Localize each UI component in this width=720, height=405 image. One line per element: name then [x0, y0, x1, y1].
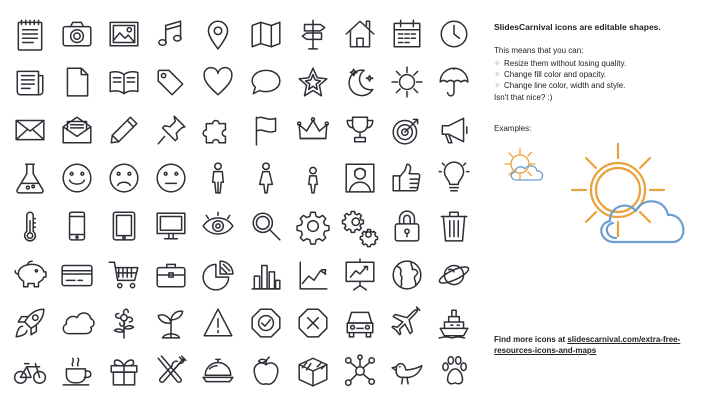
icon-cell	[336, 202, 383, 250]
target-icon	[390, 113, 424, 147]
puzzle-piece-icon	[201, 113, 235, 147]
icon-cell	[6, 58, 53, 106]
icon-cell	[53, 347, 100, 395]
megaphone-icon	[437, 113, 471, 147]
car-icon	[343, 306, 377, 340]
food-dish-icon	[201, 354, 235, 388]
icon-cell	[148, 250, 195, 298]
icon-cell	[242, 202, 289, 250]
planet-icon	[437, 258, 471, 292]
eye-icon	[201, 209, 235, 243]
icon-cell	[289, 58, 336, 106]
house-icon	[343, 17, 377, 51]
shopping-cart-icon	[107, 258, 141, 292]
icon-cell	[384, 154, 431, 202]
sun-cloud-example-large-icon	[566, 138, 692, 258]
trash-can-icon	[437, 209, 471, 243]
gears-icon	[343, 209, 377, 243]
icon-cell	[100, 299, 147, 347]
box-icon	[296, 354, 330, 388]
icon-cell	[148, 299, 195, 347]
icon-cell	[384, 347, 431, 395]
cross-octagon-icon	[296, 306, 330, 340]
icon-cell	[100, 58, 147, 106]
thermometer-icon	[13, 209, 47, 243]
icon-cell	[195, 58, 242, 106]
notepad-icon	[13, 17, 47, 51]
icon-cell	[53, 299, 100, 347]
network-icon	[343, 354, 377, 388]
crown-icon	[296, 113, 330, 147]
map-icon	[249, 17, 283, 51]
smiley-happy-icon	[60, 161, 94, 195]
icon-cell	[6, 154, 53, 202]
sun-cloud-example-small-icon	[498, 142, 554, 192]
icon-cell	[53, 250, 100, 298]
examples-label: Examples:	[494, 124, 532, 133]
tag-icon	[154, 65, 188, 99]
icon-cell	[6, 347, 53, 395]
tablet-icon	[107, 209, 141, 243]
piggy-bank-icon	[13, 258, 47, 292]
flag-icon	[249, 113, 283, 147]
feature-item: ✧ Change line color, width and style.	[494, 80, 710, 91]
panel-outro: Isn't that nice? :)	[494, 93, 553, 102]
panel-intro: This means that you can:	[494, 46, 584, 55]
smiley-sad-icon	[107, 161, 141, 195]
bar-chart-icon	[249, 258, 283, 292]
icon-cell	[53, 58, 100, 106]
icon-cell	[6, 202, 53, 250]
warning-icon	[201, 306, 235, 340]
pencil-icon	[107, 113, 141, 147]
bird-icon	[390, 354, 424, 388]
icon-cell	[336, 154, 383, 202]
open-envelope-icon	[60, 113, 94, 147]
icon-cell	[384, 202, 431, 250]
camera-icon	[60, 17, 94, 51]
flower-icon	[107, 306, 141, 340]
clock-icon	[437, 17, 471, 51]
bicycle-icon	[13, 354, 47, 388]
icon-cell	[431, 10, 478, 58]
briefcase-icon	[154, 258, 188, 292]
icon-cell	[195, 347, 242, 395]
globe-icon	[390, 258, 424, 292]
panel-heading: SlidesCarnival icons are editable shapes.	[494, 22, 661, 32]
icon-cell	[148, 347, 195, 395]
light-bulb-icon	[437, 161, 471, 195]
smartphone-icon	[60, 209, 94, 243]
icon-cell	[431, 106, 478, 154]
icon-cell	[195, 106, 242, 154]
icon-cell	[242, 106, 289, 154]
icon-cell	[195, 250, 242, 298]
heart-icon	[201, 65, 235, 99]
icon-cell	[336, 106, 383, 154]
paw-print-icon	[437, 354, 471, 388]
footer-prefix: Find more icons at	[494, 335, 568, 344]
icon-cell	[431, 250, 478, 298]
document-icon	[60, 65, 94, 99]
flask-icon	[13, 161, 47, 195]
icon-cell	[384, 299, 431, 347]
rocket-icon	[13, 306, 47, 340]
icon-cell	[148, 10, 195, 58]
icon-cell	[242, 347, 289, 395]
star-icon	[296, 65, 330, 99]
line-chart-icon	[296, 258, 330, 292]
icon-cell	[289, 299, 336, 347]
info-panel	[494, 22, 710, 134]
smiley-neutral-icon	[154, 161, 188, 195]
icon-cell	[384, 250, 431, 298]
icon-cell	[242, 299, 289, 347]
icon-cell	[6, 299, 53, 347]
presentation-board-icon	[343, 258, 377, 292]
apple-icon	[249, 354, 283, 388]
resources-link[interactable]: slidescarnival.com/extra-free-resources-icons-and-maps	[494, 335, 681, 355]
coffee-cup-icon	[60, 354, 94, 388]
padlock-icon	[390, 209, 424, 243]
icon-cell	[336, 347, 383, 395]
icon-cell	[148, 202, 195, 250]
icon-cell	[6, 106, 53, 154]
magnifier-icon	[249, 209, 283, 243]
icon-cell	[289, 10, 336, 58]
icon-cell	[100, 250, 147, 298]
icon-cell	[384, 10, 431, 58]
footer-text	[494, 334, 714, 356]
icon-cell	[431, 154, 478, 202]
icon-cell	[195, 154, 242, 202]
icon-cell	[336, 10, 383, 58]
icon-cell	[289, 106, 336, 154]
icon-cell	[384, 106, 431, 154]
woman-icon	[249, 161, 283, 195]
icon-cell	[195, 202, 242, 250]
icon-cell	[242, 154, 289, 202]
icon-cell	[336, 299, 383, 347]
man-icon	[201, 161, 235, 195]
icon-cell	[336, 58, 383, 106]
trophy-icon	[343, 113, 377, 147]
icon-cell	[100, 347, 147, 395]
speech-bubble-icon	[249, 65, 283, 99]
icon-cell	[431, 202, 478, 250]
icon-cell	[53, 106, 100, 154]
map-pin-icon	[201, 17, 235, 51]
check-octagon-icon	[249, 306, 283, 340]
icon-cell	[242, 10, 289, 58]
ship-icon	[437, 306, 471, 340]
calendar-icon	[390, 17, 424, 51]
newspaper-icon	[13, 65, 47, 99]
icon-cell	[148, 154, 195, 202]
fork-knife-icon	[154, 354, 188, 388]
credit-card-icon	[60, 258, 94, 292]
user-avatar-icon	[343, 161, 377, 195]
moon-stars-icon	[343, 65, 377, 99]
picture-icon	[107, 17, 141, 51]
sun-icon	[390, 65, 424, 99]
open-book-icon	[107, 65, 141, 99]
icon-cell	[53, 10, 100, 58]
icon-cell	[53, 202, 100, 250]
icon-cell	[100, 202, 147, 250]
icon-cell	[6, 10, 53, 58]
cloud-icon	[60, 306, 94, 340]
music-note-icon	[154, 17, 188, 51]
icon-cell	[100, 10, 147, 58]
icon-cell	[289, 154, 336, 202]
feature-item: ✧ Resize them without losing quality.	[494, 58, 710, 69]
icon-cell	[336, 250, 383, 298]
icon-cell	[53, 154, 100, 202]
child-icon	[296, 161, 330, 195]
icon-grid	[6, 10, 478, 395]
umbrella-icon	[437, 65, 471, 99]
icon-cell	[289, 250, 336, 298]
icon-cell	[289, 347, 336, 395]
icon-cell	[195, 299, 242, 347]
signpost-icon	[296, 17, 330, 51]
icon-cell	[148, 106, 195, 154]
icon-cell	[6, 250, 53, 298]
envelope-icon	[13, 113, 47, 147]
icon-cell	[100, 154, 147, 202]
icon-cell	[100, 106, 147, 154]
icon-cell	[384, 58, 431, 106]
airplane-icon	[390, 306, 424, 340]
icon-cell	[148, 58, 195, 106]
icon-cell	[195, 10, 242, 58]
icon-cell	[242, 250, 289, 298]
icon-cell	[431, 58, 478, 106]
feature-list	[494, 58, 710, 91]
icon-cell	[242, 58, 289, 106]
pushpin-icon	[154, 113, 188, 147]
sprout-icon	[154, 306, 188, 340]
gear-icon	[296, 209, 330, 243]
icon-cell	[431, 299, 478, 347]
monitor-icon	[154, 209, 188, 243]
thumbs-up-icon	[390, 161, 424, 195]
feature-item: ✧ Change fill color and opacity.	[494, 69, 710, 80]
pie-chart-icon	[201, 258, 235, 292]
gift-icon	[107, 354, 141, 388]
icon-cell	[289, 202, 336, 250]
icon-cell	[431, 347, 478, 395]
